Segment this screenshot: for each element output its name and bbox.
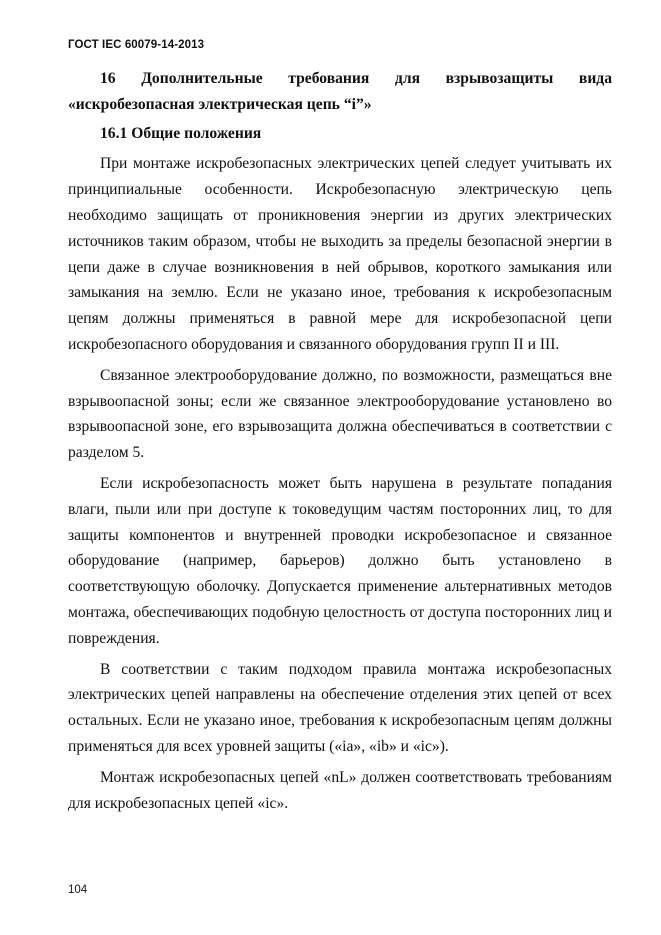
paragraph: При монтаже искробезопасных электрических цепей следует учитывать их принципиальные особенности. Искробезопасную электрическую цепь необходимо защищать от проникновения энергии из других электрических источников таким образом, чтобы не выходить за пределы безопасной энергии в цепи даже в случае возникновения в ней обрывов, короткого замыкания или замыкания на землю. Если не указано иное, требования к искробезопасным цепям должны применяться в равной мере для искробезопасной цепи искробезопасного оборудования и связанного оборудования групп II и III. bbox=[68, 155, 612, 353]
paragraph: Если искробезопасность может быть нарушена в результате попадания влаги, пыли или при доступе к токоведущим частям посторонних лиц, то для защиты компонентов и внутренней проводки искробезопасное и связанное оборудование (например, барьеров) должно быть установлено в соответствующую оболочку. Допускается применение альтернативных методов монтажа, обеспечивающих подобную целостность от доступа посторонних лиц и повреждения. bbox=[68, 474, 612, 647]
page-number: 104 bbox=[68, 884, 88, 896]
page-content bbox=[68, 66, 612, 816]
paragraph: Связанное электрооборудование должно, по возможности, размещаться вне взрывоопасной зоны; если же связанное электрооборудование установлено во взрывоопасной зоне, его взрывозащита должна обеспечиваться в соответствии с разделом 5. bbox=[68, 366, 612, 462]
paragraph: Монтаж искробезопасных цепей «nL» должен соответствовать требованиям для искробезопасных цепей «ic». bbox=[68, 768, 612, 812]
section-title-line1: 16 Дополнительные требования для взрывозащиты вида bbox=[100, 70, 612, 87]
paragraph: В соответствии с таким подходом правила монтажа искробезопасных электрических цепей направлены на обеспечение отделения этих цепей от всех остальных. Если не указано иное, требования к искробезопасным цепям должны применяться для всех уровней защиты («ia», «ib» и «ic»). bbox=[68, 660, 612, 755]
document-header: ГОСТ IEC 60079-14-2013 bbox=[68, 39, 205, 51]
section-title-line2: «искробезопасная электрическая цепь “i”» bbox=[68, 95, 372, 113]
subsection-title: 16.1 Общие положения bbox=[100, 124, 262, 142]
